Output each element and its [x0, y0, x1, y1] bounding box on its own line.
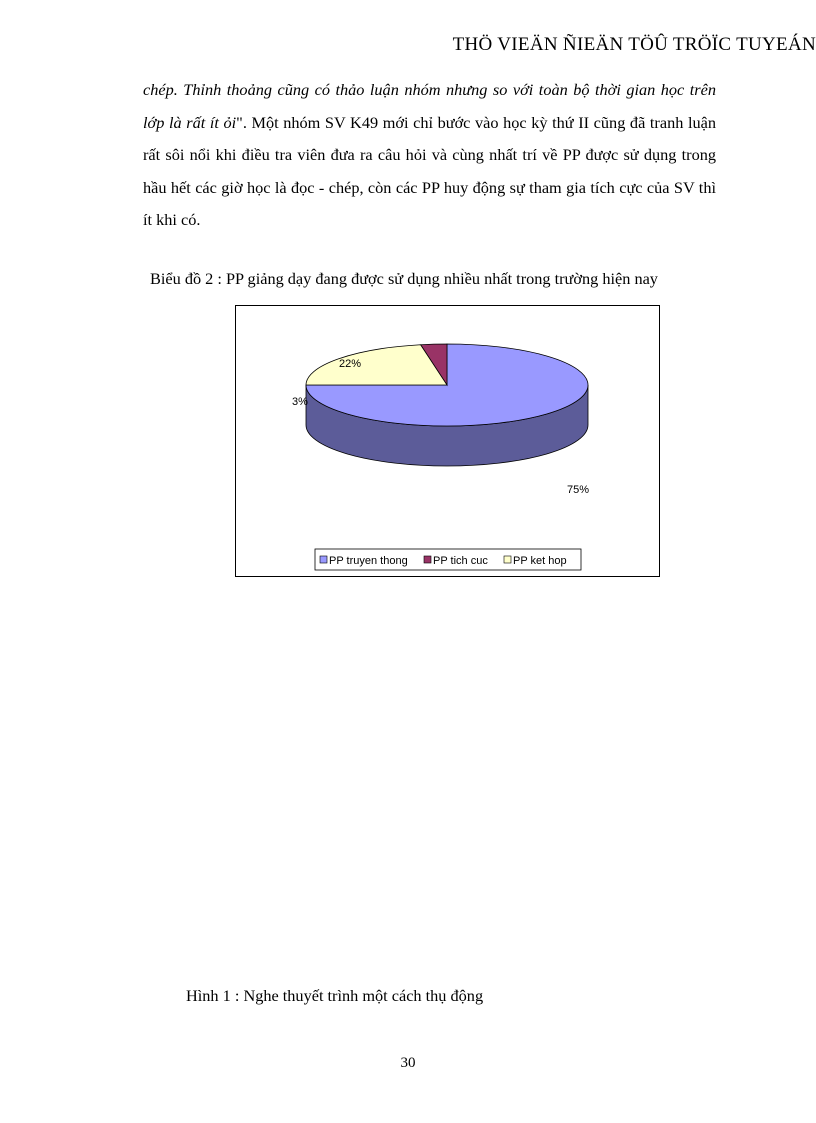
italic-quote: chép. Thỉnh thoảng cũng có thảo luận nhóm nhưng so với toàn bộ thời gian học trên lớp là rất ít ỏi [143, 80, 716, 132]
body-paragraph [143, 74, 716, 237]
page-number: 30 [400, 1055, 416, 1071]
data-label-0: 75% [567, 484, 590, 496]
data-label-1: 3% [292, 396, 308, 408]
data-label-2: 22% [339, 358, 362, 370]
chart-legend [315, 549, 581, 570]
page-header: THÖ VIEÄN ÑIEÄN TÖÛ TRÖÏC TUYEÁN [452, 34, 816, 55]
legend-swatch-0 [320, 556, 327, 563]
paragraph-text: ". Một nhóm SV K49 mới chỉ bước vào học kỳ thứ II cũng đã tranh luận rất sôi nổi khi điều tra viên đưa ra câu hỏi và cùng nhất trí về PP được sử dụng trong hầu hết các giờ học là đọc - chép, còn các PP huy động sự tham gia tích cực của SV thì ít khi có. [143, 112, 717, 229]
pie-chart-svg [236, 306, 661, 578]
legend-swatch-2 [504, 556, 511, 563]
legend-label-2: PP ket hop [513, 555, 567, 567]
legend-swatch-1 [424, 556, 431, 563]
pie-chart [235, 305, 660, 577]
legend-label-1: PP tich cuc [433, 555, 488, 567]
chart-caption: Biểu đồ 2 : PP giảng dạy đang được sử dụng nhiều nhất trong trường hiện nay [150, 269, 658, 288]
figure-caption: Hình 1 : Nghe thuyết trình một cách thụ động [186, 986, 484, 1005]
legend-label-0: PP truyen thong [329, 555, 408, 567]
